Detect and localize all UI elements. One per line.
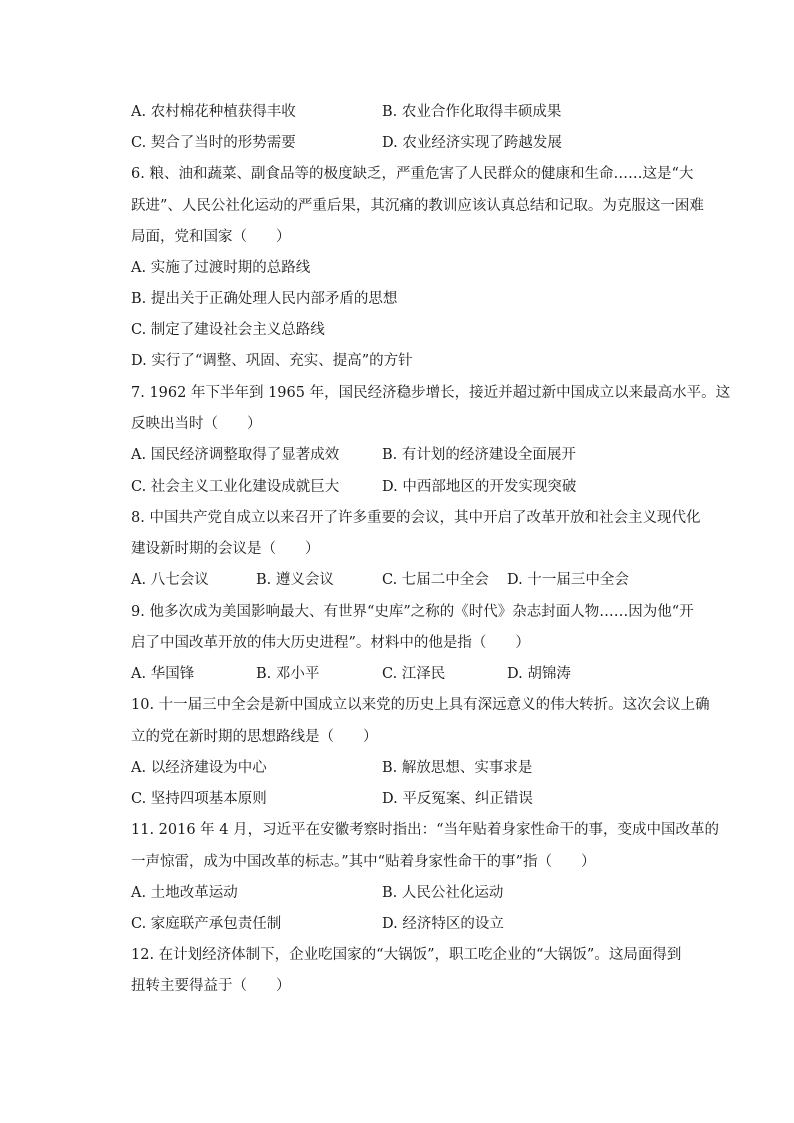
q7-option-d: D. 中西部地区的开发实现突破	[382, 479, 577, 495]
q8-option-a: A. 八七会议	[131, 572, 209, 588]
q8-option-d: D. 十一届三中全会	[507, 572, 629, 588]
q8-option-c: C. 七届二中全会	[382, 572, 489, 588]
q9-option-c: C. 江泽民	[382, 666, 446, 682]
q9-option-a: A. 华国锋	[131, 666, 195, 682]
q10-option-c: C. 坚持四项基本原则	[131, 791, 267, 807]
q11-stem-line-1: 11. 2016 年 4 月，习近平在安徽考察时指出：“当年贴着身家性命干的事，变成中国改革的	[131, 822, 720, 838]
q7-option-b: B. 有计划的经济建设全面展开	[382, 447, 576, 463]
q11-option-d: D. 经济特区的设立	[382, 916, 504, 932]
q9-stem-line-2: 启了中国改革开放的伟大历史进程”。材料中的他是指（ ）	[131, 635, 530, 651]
q8-stem-line-2: 建设新时期的会议是（ ）	[131, 541, 320, 557]
q10-stem-line-2: 立的党在新时期的思想路线是（ ）	[131, 729, 378, 745]
q11-option-a: A. 土地改革运动	[131, 885, 238, 901]
q10-option-d: D. 平反冤案、纠正错误	[382, 791, 533, 807]
q5-option-c: C. 契合了当时的形势需要	[131, 135, 296, 151]
q6-stem-line-3: 局面，党和国家（ ）	[131, 229, 291, 245]
q9-option-d: D. 胡锦涛	[507, 666, 571, 682]
q6-stem-line-1: 6. 粮、油和蔬菜、副食品等的极度缺乏，严重危害了人民群众的健康和生命……这是“大	[131, 166, 694, 182]
q11-option-b: B. 人民公社化运动	[382, 885, 504, 901]
q7-option-c: C. 社会主义工业化建设成就巨大	[131, 479, 340, 495]
q10-stem-line-1: 10. 十一届三中全会是新中国成立以来党的历史上具有深远意义的伟大转折。这次会议上确	[131, 697, 710, 713]
q12-stem-line-1: 12. 在计划经济体制下，企业吃国家的“大锅饭”，职工吃企业的“大锅饭”。这局面得到	[131, 947, 682, 963]
q6-option-a: A. 实施了过渡时期的总路线	[131, 260, 311, 276]
q12-stem-line-2: 扭转主要得益于（ ）	[131, 978, 291, 994]
q11-option-c: C. 家庭联产承包责任制	[131, 916, 282, 932]
q6-option-c: C. 制定了建设社会主义总路线	[131, 322, 325, 338]
q6-stem-line-2: 跃进”、人民公社化运动的严重后果，其沉痛的教训应该认真总结和记取。为克服这一困难	[131, 198, 704, 214]
q7-option-a: A. 国民经济调整取得了显著成效	[131, 447, 340, 463]
q6-option-d: D. 实行了“调整、巩固、充实、提高”的方针	[131, 353, 413, 369]
q6-option-b: B. 提出关于正确处理人民内部矛盾的思想	[131, 291, 398, 307]
q5-option-a: A. 农村棉花种植获得丰收	[131, 104, 296, 120]
q8-option-b: B. 遵义会议	[256, 572, 334, 588]
q9-option-b: B. 邓小平	[256, 666, 320, 682]
q11-stem-line-2: 一声惊雷，成为中国改革的标志。”其中“贴着身家性命干的事”指（ ）	[131, 854, 596, 870]
q9-stem-line-1: 9. 他多次成为美国影响最大、有世界“史库”之称的《时代》杂志封面人物……因为他“开	[131, 604, 694, 620]
q7-stem-line-1: 7. 1962 年下半年到 1965 年，国民经济稳步增长，接近并超过新中国成立以来最高水平。这	[131, 385, 731, 401]
q10-option-b: B. 解放思想、实事求是	[382, 760, 533, 776]
q7-stem-line-2: 反映出当时（ ）	[131, 416, 262, 432]
q5-option-d: D. 农业经济实现了跨越发展	[382, 135, 562, 151]
q8-stem-line-1: 8. 中国共产党自成立以来召开了许多重要的会议，其中开启了改革开放和社会主义现代化	[131, 510, 701, 526]
q10-option-a: A. 以经济建设为中心	[131, 760, 267, 776]
q5-option-b: B. 农业合作化取得丰硕成果	[382, 104, 562, 120]
